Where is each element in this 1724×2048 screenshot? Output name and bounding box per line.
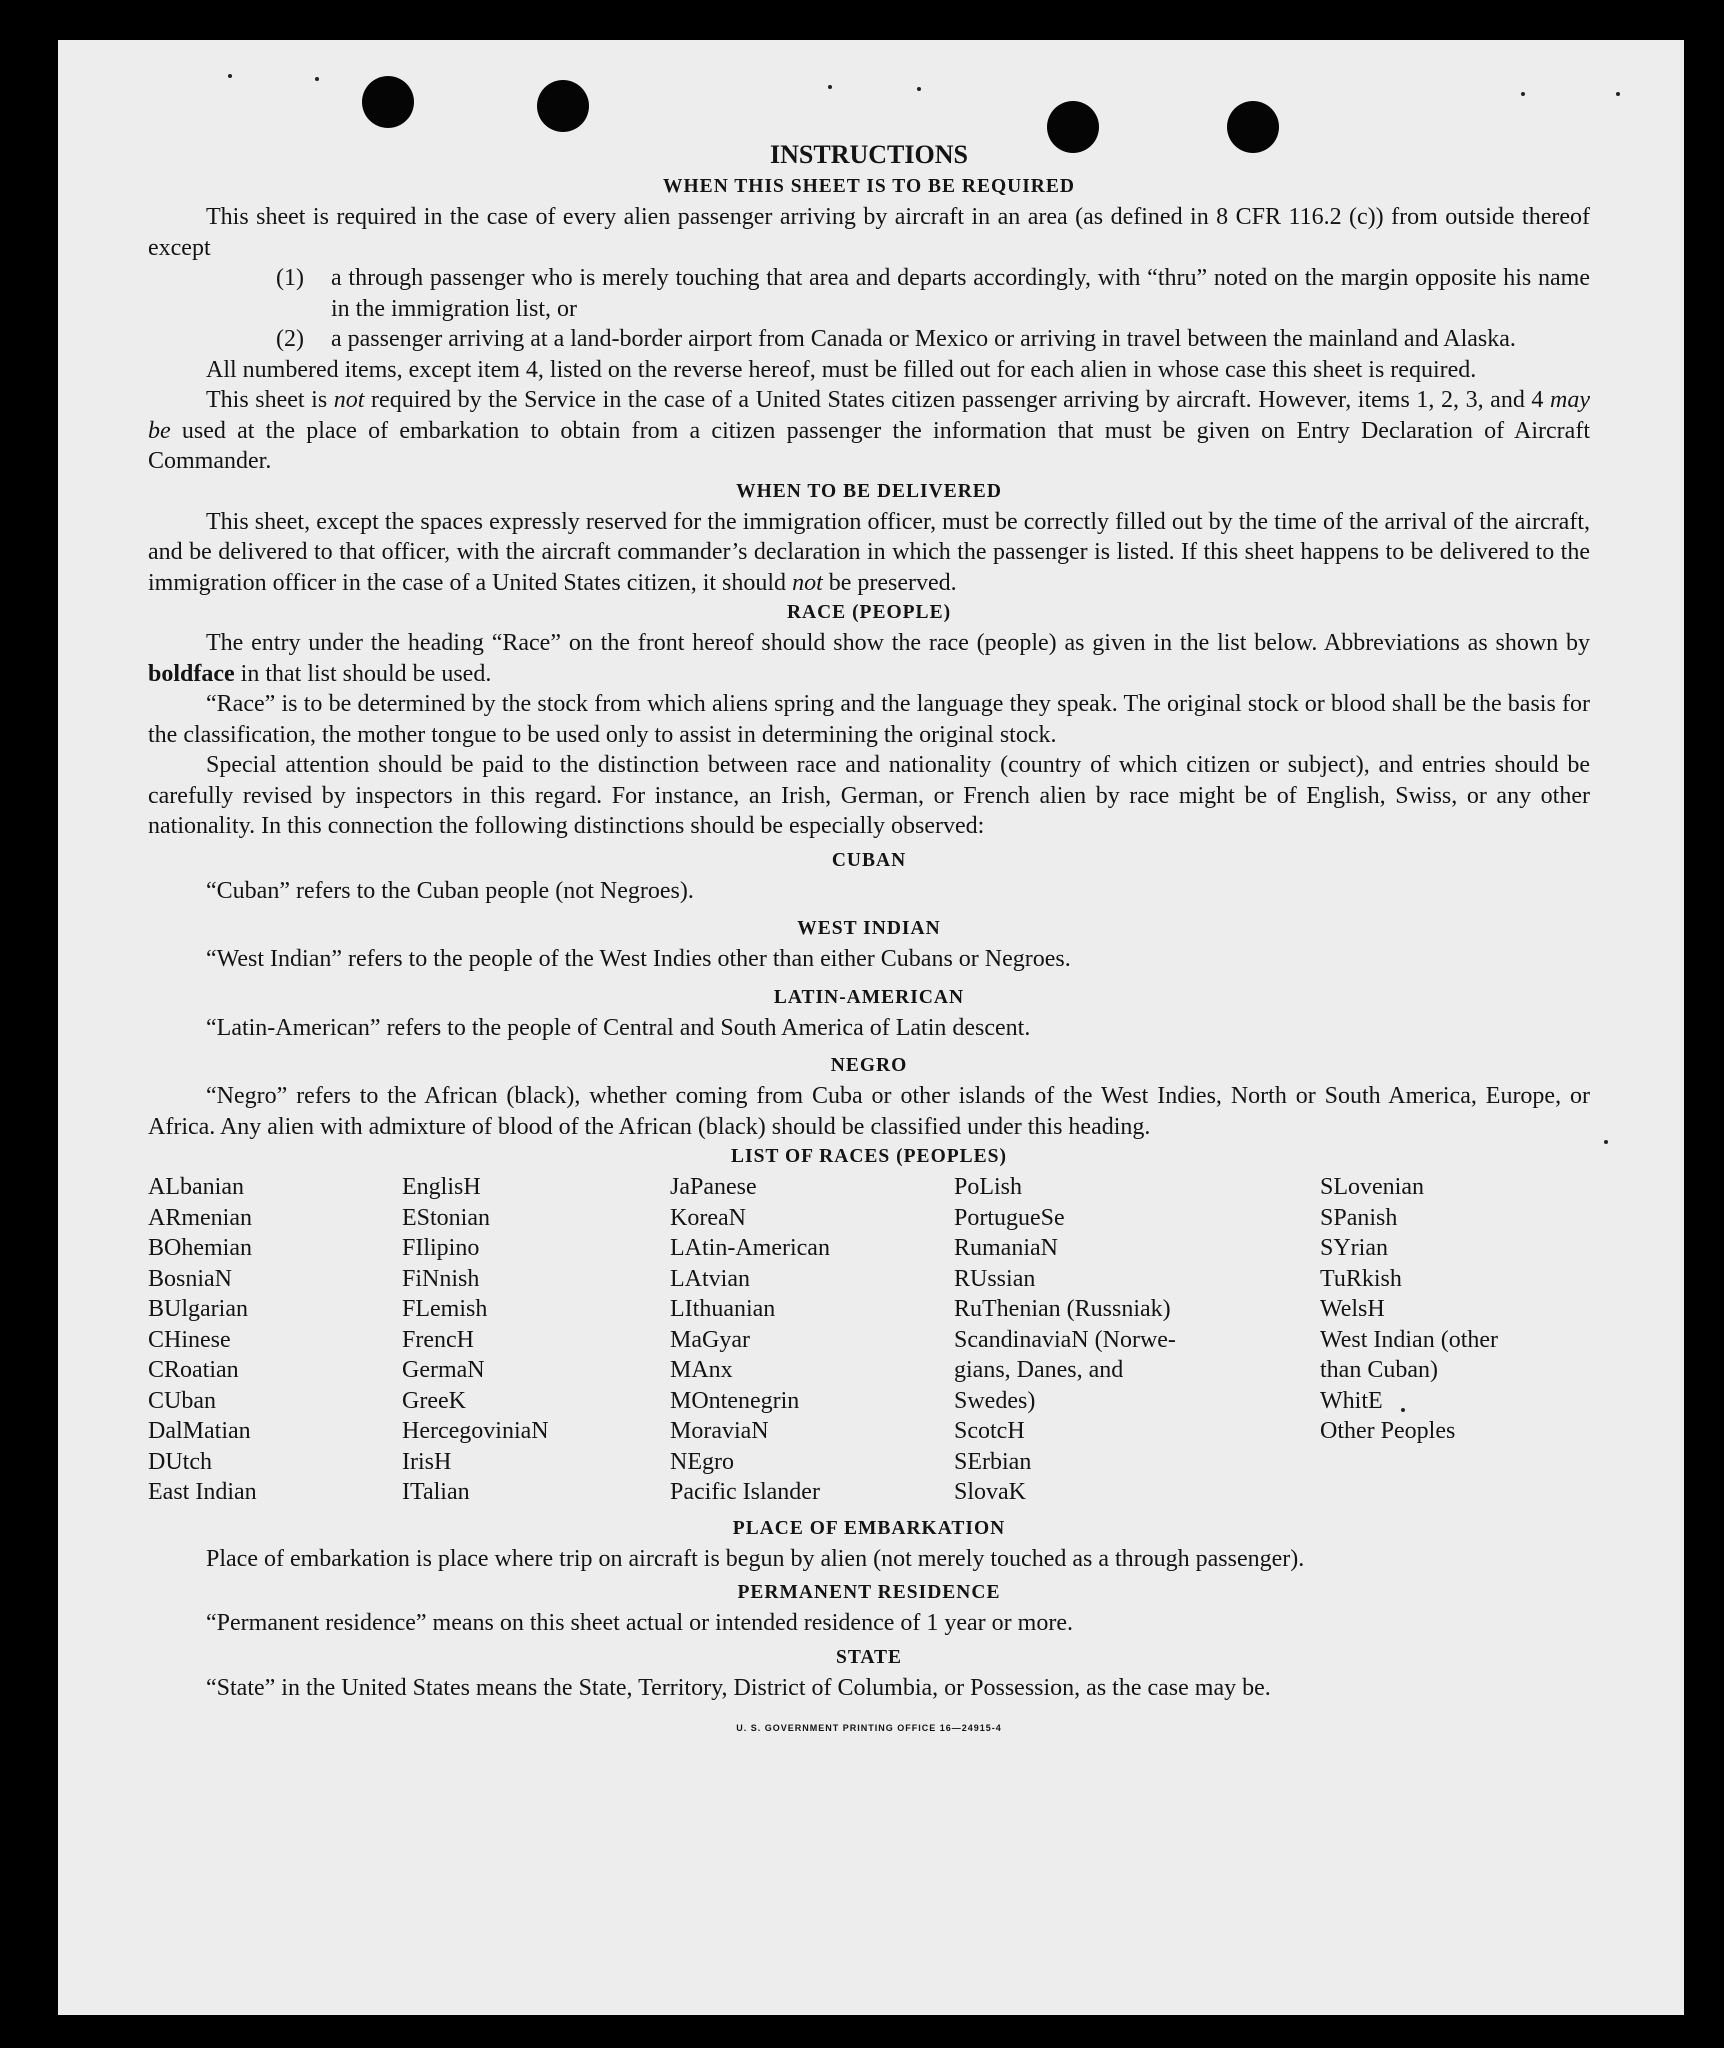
text-run: in that list should be used. [234, 660, 492, 687]
item-number: (2) [276, 326, 304, 352]
race-entry: RumaniaN [954, 1235, 1058, 1261]
race-entry: LIthuanian [670, 1296, 776, 1322]
race-entry: Other Peoples [1320, 1418, 1456, 1444]
paragraph: Special attention should be paid to the distinction between race and nationality (country of which citizen or subject), and entries should be carefully revised by inspectors in this regard. For instance, an Irish, German, or French alien by race might be of English, Swiss, or any other nationality. In this connection the following distinctions should be especially observed: [148, 752, 1590, 839]
race-entry: RUssian [954, 1265, 1036, 1292]
race-entry: JaPanese [670, 1174, 757, 1200]
item-text: a passenger arriving at a land-border airport from Canada or Mexico or arriving in travel between the mainland and Alaska. [331, 326, 1516, 352]
paragraph: “West Indian” refers to the people of the West Indies other than either Cubans or Negroes. [206, 946, 1071, 972]
speck [1616, 92, 1620, 96]
race-entry: TuRkish [1320, 1265, 1402, 1292]
italic-text: not [792, 569, 823, 596]
printer-imprint: U. S. GOVERNMENT PRINTING OFFICE 16—24915-4 [736, 1723, 1002, 1733]
section-heading: WEST INDIAN [797, 918, 941, 939]
speck [917, 87, 921, 91]
punch-hole [362, 76, 414, 128]
section-heading: LATIN-AMERICAN [773, 986, 965, 1008]
race-entry: East Indian [148, 1479, 257, 1505]
race-entry: SYrian [1320, 1235, 1388, 1261]
race-entry: FrencH [402, 1326, 474, 1353]
race-entry: BOhemian [148, 1235, 252, 1261]
section-heading: PERMANENT RESIDENCE [737, 1582, 1001, 1603]
race-entry: MoraviaN [670, 1418, 769, 1444]
paragraph [148, 628, 1590, 689]
race-column [148, 1172, 402, 1508]
race-entry: DalMatian [148, 1418, 251, 1444]
text-run: required by the Service in the case of a United States citizen passenger arriving by aircraft. However, items 1, 2, 3, and 4 [364, 387, 1551, 413]
race-entry: WelsH [1320, 1296, 1385, 1322]
race-entry: GreeK [402, 1387, 466, 1414]
race-entry: SLovenian [1320, 1174, 1424, 1200]
race-entry: KoreaN [670, 1204, 746, 1231]
punch-hole [537, 80, 589, 132]
speck [1604, 1140, 1608, 1144]
bold-text: boldface [148, 660, 235, 687]
race-entry: GermaN [402, 1357, 485, 1383]
race-entry: MAnx [670, 1357, 733, 1383]
section-heading: CUBAN [831, 849, 907, 871]
text-run: The entry under the heading “Race” on the front hereof should show the race (people) as given in the list below. Abbreviations as shown by [206, 630, 1590, 656]
race-entry: FLemish [402, 1296, 488, 1322]
race-entry: Pacific Islander [670, 1479, 820, 1505]
race-column [1320, 1172, 1580, 1508]
text-run: used at the place of embarkation to obtain from a citizen passenger the information that must be given on Entry Declaration of Aircraft Commander. [148, 417, 1590, 474]
race-entry: LAtin-American [670, 1235, 830, 1261]
race-entry: SErbian [954, 1448, 1032, 1475]
paragraph: All numbered items, except item 4, listed on the reverse hereof, must be filled out for each alien in whose case this sheet is required. [206, 356, 1477, 383]
race-column [670, 1172, 954, 1508]
section-heading: PLACE OF EMBARKATION [732, 1517, 1006, 1539]
race-column [402, 1172, 670, 1508]
race-entry: MaGyar [670, 1326, 750, 1353]
text-run: be preserved. [822, 569, 957, 596]
italic-text: may be [148, 387, 1590, 444]
race-entry: EnglisH [402, 1174, 481, 1200]
race-list [148, 1172, 1590, 1508]
section-heading: WHEN THIS SHEET IS TO BE REQUIRED [663, 176, 1075, 197]
paragraph [148, 507, 1590, 599]
speck [828, 85, 832, 89]
paragraph: “Race” is to be determined by the stock from which aliens spring and the language they speak. The original stock or blood shall be the basis for the classification, the mother tongue to be used only to assist in determining the original stock. [148, 691, 1590, 748]
race-column [954, 1172, 1320, 1508]
race-entry: FiNnish [402, 1265, 480, 1292]
race-entry: MOntenegrin [670, 1387, 800, 1414]
race-entry: West Indian (other than Cuban) [1320, 1326, 1499, 1383]
race-entry: PoLish [954, 1174, 1023, 1200]
paragraph: “Latin-American” refers to the people of Central and South America of Latin descent. [206, 1014, 1031, 1041]
race-entry: CUban [148, 1387, 216, 1414]
race-entry: NEgro [670, 1448, 734, 1475]
section-heading: NEGRO [830, 1055, 908, 1076]
race-entry: ITalian [402, 1479, 470, 1505]
paragraph [148, 385, 1590, 477]
race-entry: EStonian [402, 1204, 490, 1231]
race-entry: PortugueSe [954, 1204, 1065, 1231]
paragraph: “Cuban” refers to the Cuban people (not Negroes). [206, 877, 694, 904]
paragraph: This sheet is required in the case of every alien passenger arriving by aircraft in an area (as defined in 8 CFR 116.2 (c)) from outside thereof except [148, 204, 1590, 261]
italic-text: not [333, 387, 365, 413]
race-entry: CHinese [148, 1326, 231, 1353]
race-entry: IrisH [402, 1448, 452, 1475]
section-heading: RACE (PEOPLE) [786, 602, 952, 623]
paragraph: “State” in the United States means the State, Territory, District of Columbia, or Possession, as the case may be. [206, 1674, 1271, 1701]
list-item [148, 263, 1590, 324]
instructions-content [148, 138, 1590, 1744]
section-heading: STATE [835, 1646, 903, 1668]
text-run: This sheet, except the spaces expressly reserved for the immigration officer, must be correctly filled out by the time of the arrival of the aircraft, and be delivered to that officer, with the aircraft commander’s declaration in which the passenger is listed. If this sheet happens to be delivered to the immigration officer in the case of a United States citizen, it should [148, 508, 1590, 596]
speck [228, 74, 232, 78]
race-entry: HercegoviniaN [402, 1418, 549, 1444]
race-entry: ScotcH [954, 1418, 1025, 1444]
speck [315, 77, 319, 81]
page-title: INSTRUCTIONS [770, 140, 968, 169]
race-entry: CRoatian [148, 1357, 239, 1383]
race-entry: ScandinaviaN (Norwe- gians, Danes, and Swedes) [954, 1326, 1176, 1414]
race-entry: SPanish [1320, 1204, 1398, 1231]
paragraph: “Permanent residence” means on this sheet actual or intended residence of 1 year or more. [206, 1610, 1073, 1636]
race-entry: DUtch [148, 1448, 212, 1475]
race-entry: BosniaN [148, 1265, 232, 1292]
item-number: (1) [276, 265, 304, 291]
race-entry: FIlipino [402, 1235, 480, 1261]
race-entry: ALbanian [148, 1174, 244, 1200]
race-entry: SlovaK [954, 1479, 1026, 1505]
list-item [148, 324, 1590, 355]
paragraph: Place of embarkation is place where trip on aircraft is begun by alien (not merely touched as a through passenger). [206, 1545, 1305, 1572]
race-entry: WhitE [1320, 1387, 1383, 1414]
race-entry: RuThenian (Russniak) [954, 1296, 1171, 1322]
race-entry: LAtvian [670, 1265, 750, 1292]
text-run: This sheet is [206, 387, 334, 413]
item-text: a through passenger who is merely touching that area and departs accordingly, with “thru” noted on the margin opposite his name in the immigration list, or [331, 265, 1590, 322]
race-entry: BUlgarian [148, 1296, 248, 1322]
race-entry: ARmenian [148, 1204, 252, 1231]
speck [1521, 92, 1525, 96]
paragraph: “Negro” refers to the African (black), whether coming from Cuba or other islands of the West Indies, North or South America, Europe, or Africa. Any alien with admixture of blood of the African (black) should be classified under this heading. [148, 1083, 1590, 1140]
section-heading: WHEN TO BE DELIVERED [736, 480, 1002, 502]
section-heading: LIST OF RACES (PEOPLES) [730, 1146, 1007, 1167]
